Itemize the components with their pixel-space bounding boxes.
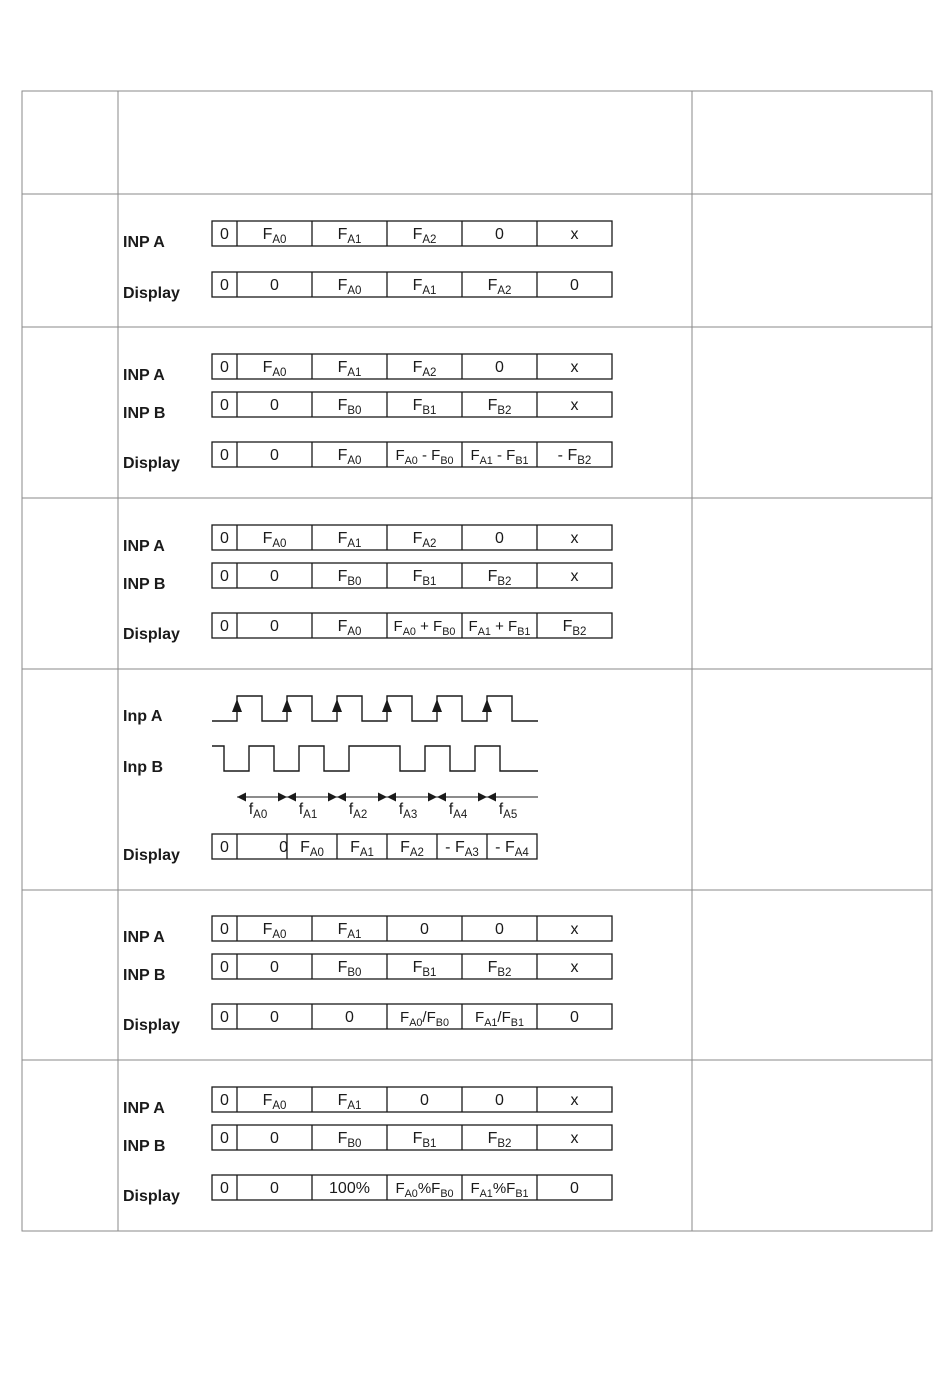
inp-b-waveform (212, 746, 538, 771)
cell-value: $F_{B0}$ (337, 568, 362, 588)
cell-value: $F_{A2}$ (412, 530, 437, 550)
cell-value: x (570, 226, 579, 243)
cell-value: $F_{A2}$ (412, 226, 437, 246)
cell-value: 0 (270, 618, 279, 635)
cell-value: $F_{A0}$ (337, 618, 362, 638)
input-label: INP B (123, 967, 166, 984)
cell-value: 0 (570, 277, 579, 294)
display-strip (212, 272, 612, 297)
cell-value: 0 (220, 359, 229, 376)
cell-value: x (570, 921, 579, 938)
cell-value: $F_{A0}$ (337, 277, 362, 297)
cell-value: 0 (495, 359, 504, 376)
cell-value: $F_{B2}$ (487, 959, 512, 979)
cell-value: x (570, 530, 579, 547)
cell-value: 0 (495, 530, 504, 547)
period-arrow-start (387, 793, 396, 802)
cell-value: $F_{A0}\%F_{B0}$ (395, 1180, 454, 1200)
cell-value: $F_{A1}$ (337, 921, 362, 941)
cell-value: $F_{B0}$ (337, 397, 362, 417)
input-strip (212, 525, 612, 550)
cell-value: $F_{A0}$ (300, 839, 324, 859)
cell-value: $F_{A1} + F_{B1}$ (468, 618, 531, 638)
cell-value: 0 (220, 530, 229, 547)
cell-value: 0 (270, 277, 279, 294)
input-label: INP A (123, 1100, 165, 1117)
input-label: INP A (123, 538, 165, 555)
rising-edge-arrow (282, 699, 292, 712)
period-label: $f_{A4}$ (448, 801, 468, 821)
cell-value: $F_{A0}$ (337, 447, 362, 467)
cell-value: 0 (220, 1009, 229, 1026)
cell-value: $F_{A1}$ (412, 277, 437, 297)
period-arrow-start (237, 793, 246, 802)
display-label: Display (123, 1017, 180, 1034)
input-label: INP B (123, 576, 166, 593)
cell-value: 0 (495, 226, 504, 243)
display-strip (212, 1175, 612, 1200)
display-label: Display (123, 847, 180, 864)
input-label: INP A (123, 234, 165, 251)
cell-value: $F_{A1}/F_{B1}$ (475, 1009, 524, 1029)
cell-value: $F_{A0}$ (262, 1092, 287, 1112)
cell-value: x (570, 1092, 579, 1109)
cell-value: 0 (570, 1009, 579, 1026)
display-strip (212, 442, 612, 467)
period-arrow-end (478, 793, 487, 802)
cell-value: 0 (270, 447, 279, 464)
display-label: Display (123, 285, 180, 302)
period-arrow-start (487, 793, 496, 802)
display-strip (212, 1004, 612, 1029)
cell-value: 0 (570, 1180, 579, 1197)
cell-value: $F_{A1}$ (337, 1092, 362, 1112)
cell-value: 0 (270, 397, 279, 414)
period-arrow-end (428, 793, 437, 802)
cell-value: 0 (220, 1130, 229, 1147)
cell-value: 0 (420, 921, 429, 938)
display-label: Display (123, 455, 180, 472)
cell-value: 0 (270, 959, 279, 976)
cell-value: 0 (270, 1009, 279, 1026)
period-arrow-end (378, 793, 387, 802)
period-arrow-start (287, 793, 296, 802)
cell-value: $F_{A0}$ (262, 530, 287, 550)
cell-value: $F_{A0}/F_{B0}$ (400, 1009, 449, 1029)
cell-value: 0 (270, 568, 279, 585)
cell-value: 0 (220, 226, 229, 243)
cell-value: $F_{B2}$ (562, 618, 587, 638)
cell-value: $F_{A1}$ (337, 359, 362, 379)
cell-value: x (570, 359, 579, 376)
display-label: Display (123, 1188, 180, 1205)
input-strip (212, 1125, 612, 1150)
display-label: Display (123, 626, 180, 643)
cell-value: $F_{A0}$ (262, 226, 287, 246)
cell-value: 0 (220, 921, 229, 938)
input-strip (212, 392, 612, 417)
cell-value: $F_{A0} + F_{B0}$ (393, 618, 456, 638)
input-label: INP B (123, 405, 166, 422)
period-label: $f_{A0}$ (248, 801, 268, 821)
cell-value: - $F_{A3}$ (445, 839, 479, 859)
cell-value: 0 (270, 1180, 279, 1197)
cell-value: 0 (220, 1092, 229, 1109)
input-strip (212, 221, 612, 246)
cell-value: 100% (329, 1180, 370, 1197)
period-arrow-end (278, 793, 287, 802)
input-strip (212, 563, 612, 588)
cell-value: $F_{B0}$ (337, 959, 362, 979)
rising-edge-arrow (232, 699, 242, 712)
cell-strip-border (212, 834, 537, 859)
period-label: $f_{A2}$ (348, 801, 368, 821)
cell-value: $F_{B1}$ (412, 959, 437, 979)
period-label: $f_{A3}$ (398, 801, 418, 821)
input-label: INP A (123, 367, 165, 384)
cell-value: $F_{A0}$ (262, 359, 287, 379)
period-label: $f_{A1}$ (298, 801, 318, 821)
cell-value: $F_{A2}$ (400, 839, 424, 859)
cell-value: $F_{A0} - F_{B0}$ (395, 447, 454, 467)
cell-value: $F_{A1}\%F_{B1}$ (470, 1180, 529, 1200)
cell-value: $F_{A1}$ (337, 226, 362, 246)
cell-value: 0 (495, 921, 504, 938)
period-label: $f_{A5}$ (498, 801, 518, 821)
cell-value: $F_{B1}$ (412, 1130, 437, 1150)
cell-value: 0 (220, 277, 229, 294)
cell-value: $F_{B2}$ (487, 1130, 512, 1150)
cell-value: $F_{B1}$ (412, 397, 437, 417)
cell-value: x (570, 397, 579, 414)
cell-value: x (570, 959, 579, 976)
rising-edge-arrow (332, 699, 342, 712)
cell-value: 0 (220, 959, 229, 976)
cell-value: x (570, 1130, 579, 1147)
input-label: INP B (123, 1138, 166, 1155)
cell-value: x (570, 568, 579, 585)
cell-value: 0 (220, 568, 229, 585)
cell-value: $F_{A1} - F_{B1}$ (470, 447, 529, 467)
input-label: INP A (123, 929, 165, 946)
input-label: Inp B (123, 759, 163, 776)
cell-value: - $F_{A4}$ (495, 839, 529, 859)
rising-edge-arrow (382, 699, 392, 712)
period-arrow-end (328, 793, 337, 802)
cell-value: $F_{A1}$ (350, 839, 374, 859)
rising-edge-arrow (432, 699, 442, 712)
cell-value: 0 (220, 1180, 229, 1197)
cell-value: 0 (279, 839, 288, 856)
display-strip (212, 834, 537, 859)
cell-value: 0 (220, 618, 229, 635)
period-arrow-start (437, 793, 446, 802)
input-strip (212, 354, 612, 379)
cell-value: $F_{B2}$ (487, 568, 512, 588)
input-strip (212, 954, 612, 979)
cell-value: 0 (420, 1092, 429, 1109)
input-strip (212, 1087, 612, 1112)
input-label: Inp A (123, 708, 163, 725)
cell-value: 0 (220, 447, 229, 464)
cell-value: 0 (345, 1009, 354, 1026)
cell-value: - $F_{B2}$ (557, 447, 592, 467)
period-arrow-start (337, 793, 346, 802)
waveform-group (212, 696, 538, 821)
cell-value: $F_{B0}$ (337, 1130, 362, 1150)
rising-edge-arrow (482, 699, 492, 712)
cell-value: $F_{A2}$ (412, 359, 437, 379)
cell-value: $F_{B1}$ (412, 568, 437, 588)
cell-value: 0 (220, 839, 229, 856)
display-strip (212, 613, 612, 638)
cell-value: 0 (270, 1130, 279, 1147)
cell-value: $F_{A0}$ (262, 921, 287, 941)
input-strip (212, 916, 612, 941)
cell-value: $F_{B2}$ (487, 397, 512, 417)
cell-value: 0 (220, 397, 229, 414)
cell-value: 0 (495, 1092, 504, 1109)
cell-value: $F_{A1}$ (337, 530, 362, 550)
cell-value: $F_{A2}$ (487, 277, 512, 297)
